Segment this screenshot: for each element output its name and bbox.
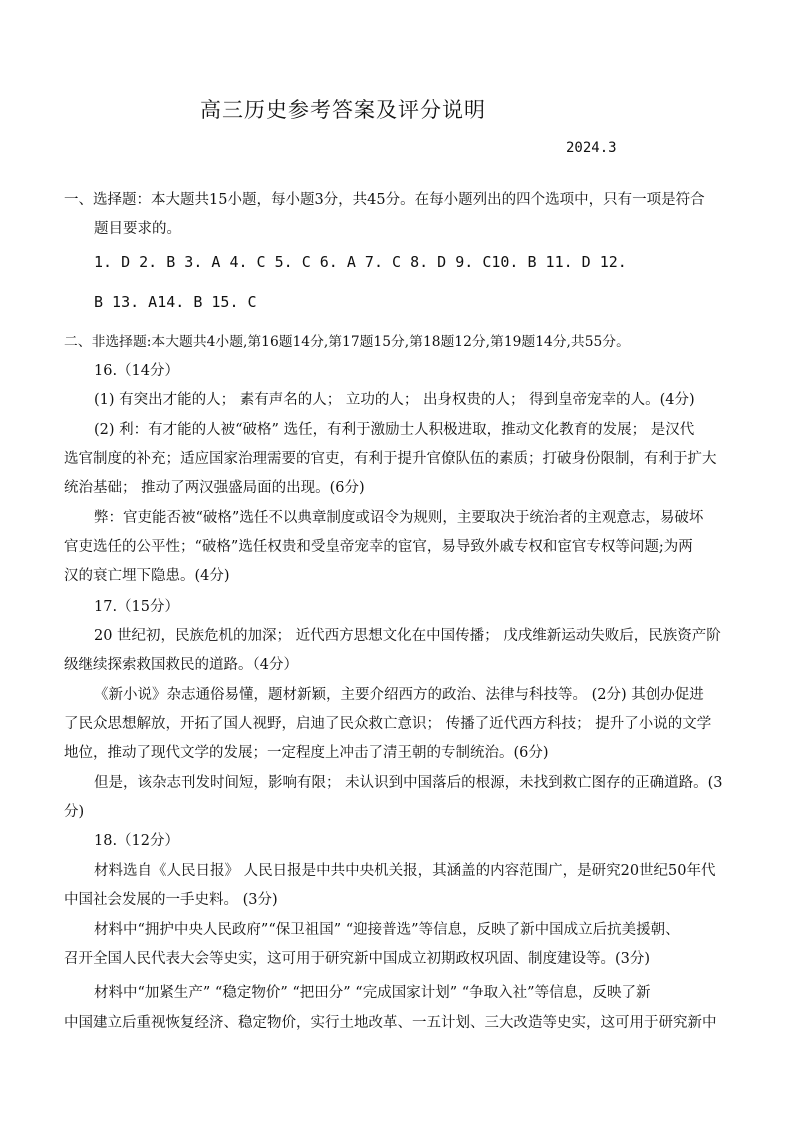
section1-heading-cont: 题目要求的。 xyxy=(94,221,181,237)
q18-para1-line2: 中国社会发展的一手史料。 (3分) xyxy=(64,892,278,908)
q18-label: 18.（12分） xyxy=(94,833,180,849)
q17-para3-line2: 分) xyxy=(64,804,85,820)
q17-para2-line2: 了民众思想解放，开拓了国人视野，启迪了民众救亡意识； 传播了近代西方科技； 提升了小说的文学 xyxy=(64,716,712,732)
q17-para1-line2: 级继续探索救国救民的道路。（4分） xyxy=(64,657,298,673)
q18-para3-line1: 材料中“加紧生产” “稳定物价” “把田分” “完成国家计划” “争取入社”等信息，反映了新 xyxy=(94,985,651,1001)
q17-para3-line1: 但是，该杂志刊发时间短，影响有限； 未认识到中国落后的根源，未找到救亡图存的正确道路。(3 xyxy=(94,775,723,791)
section1-heading: 一、选择题：本大题共15小题，每小题3分，共45分。在每小题列出的四个选项中，只有一项是符合 xyxy=(64,192,705,208)
q16-part3-line2: 官吏选任的公平性；“破格”选任权贵和受皇帝宠幸的宦官，易导致外戚专权和宦官专权等问题;为两 xyxy=(64,539,693,555)
q16-part1: (1) 有突出才能的人； 素有声名的人； 立功的人； 出身权贵的人； 得到皇帝宠幸的人。(4分) xyxy=(94,392,695,408)
q18-para2-line1: 材料中“拥护中央人民政府”“保卫祖国” “迎接普选”等信息，反映了新中国成立后抗美援朝、 xyxy=(94,922,680,938)
q16-part3-line3: 汉的衰亡埋下隐患。(4分) xyxy=(64,568,230,584)
q17-para2-line1: 《新小说》杂志通俗易懂，题材新颖，主要介绍西方的政治、法律与科技等。 (2分) 其创办促进 xyxy=(94,687,704,703)
q18-para3-line2: 中国建立后重视恢复经济、稳定物价，实行土地改革、一五计划、三大改造等史实，这可用于研究新中 xyxy=(64,1015,717,1031)
page-title: 高三历史参考答案及评分说明 xyxy=(200,98,486,122)
document-date: 2024.3 xyxy=(566,140,617,156)
answer-key-line-1: 1. D 2. B 3. A 4. C 5. C 6. A 7. C 8. D 9. C10. B 11. D 12. xyxy=(94,253,627,271)
q16-part2-line1: (2) 利：有才能的人被“破格” 选任，有利于激励士人积极进取，推动文化教育的发展； 是汉代 xyxy=(94,422,695,438)
answer-key-line-2: B 13. A14. B 15. C xyxy=(94,293,257,311)
q17-para2-line3: 地位，推动了现代文学的发展；一定程度上冲击了清王朝的专制统治。(6分) xyxy=(64,745,549,761)
q17-para1-line1: 20 世纪初，民族危机的加深； 近代西方思想文化在中国传播； 戊戌维新运动失败后，民族资产阶 xyxy=(94,628,721,644)
q16-part2-line3: 统治基础； 推动了两汉强盛局面的出现。(6分) xyxy=(64,480,365,496)
q17-label: 17.（15分） xyxy=(94,599,180,615)
q18-para1-line1: 材料选自《人民日报》 人民日报是中共中央机关报，其涵盖的内容范围广，是研究20世纪50年代 xyxy=(94,863,716,879)
q16-part3-line1: 弊：官吏能否被“破格”选任不以典章制度或诏令为规则，主要取决于统治者的主观意志，易破坏 xyxy=(94,510,704,526)
q16-label: 16.（14分） xyxy=(94,363,180,379)
q18-para2-line2: 召开全国人民代表大会等史实，这可用于研究新中国成立初期政权巩固、制度建设等。(3分) xyxy=(64,951,651,967)
section2-heading: 二、非选择题:本大题共4小题,第16题14分,第17题15分,第18题12分,第19题14分,共55分。 xyxy=(64,334,630,350)
q16-part2-line2: 选官制度的补充；适应国家治理需要的官吏，有利于提升官僚队伍的素质；打破身份限制，有利于扩大 xyxy=(64,451,717,467)
